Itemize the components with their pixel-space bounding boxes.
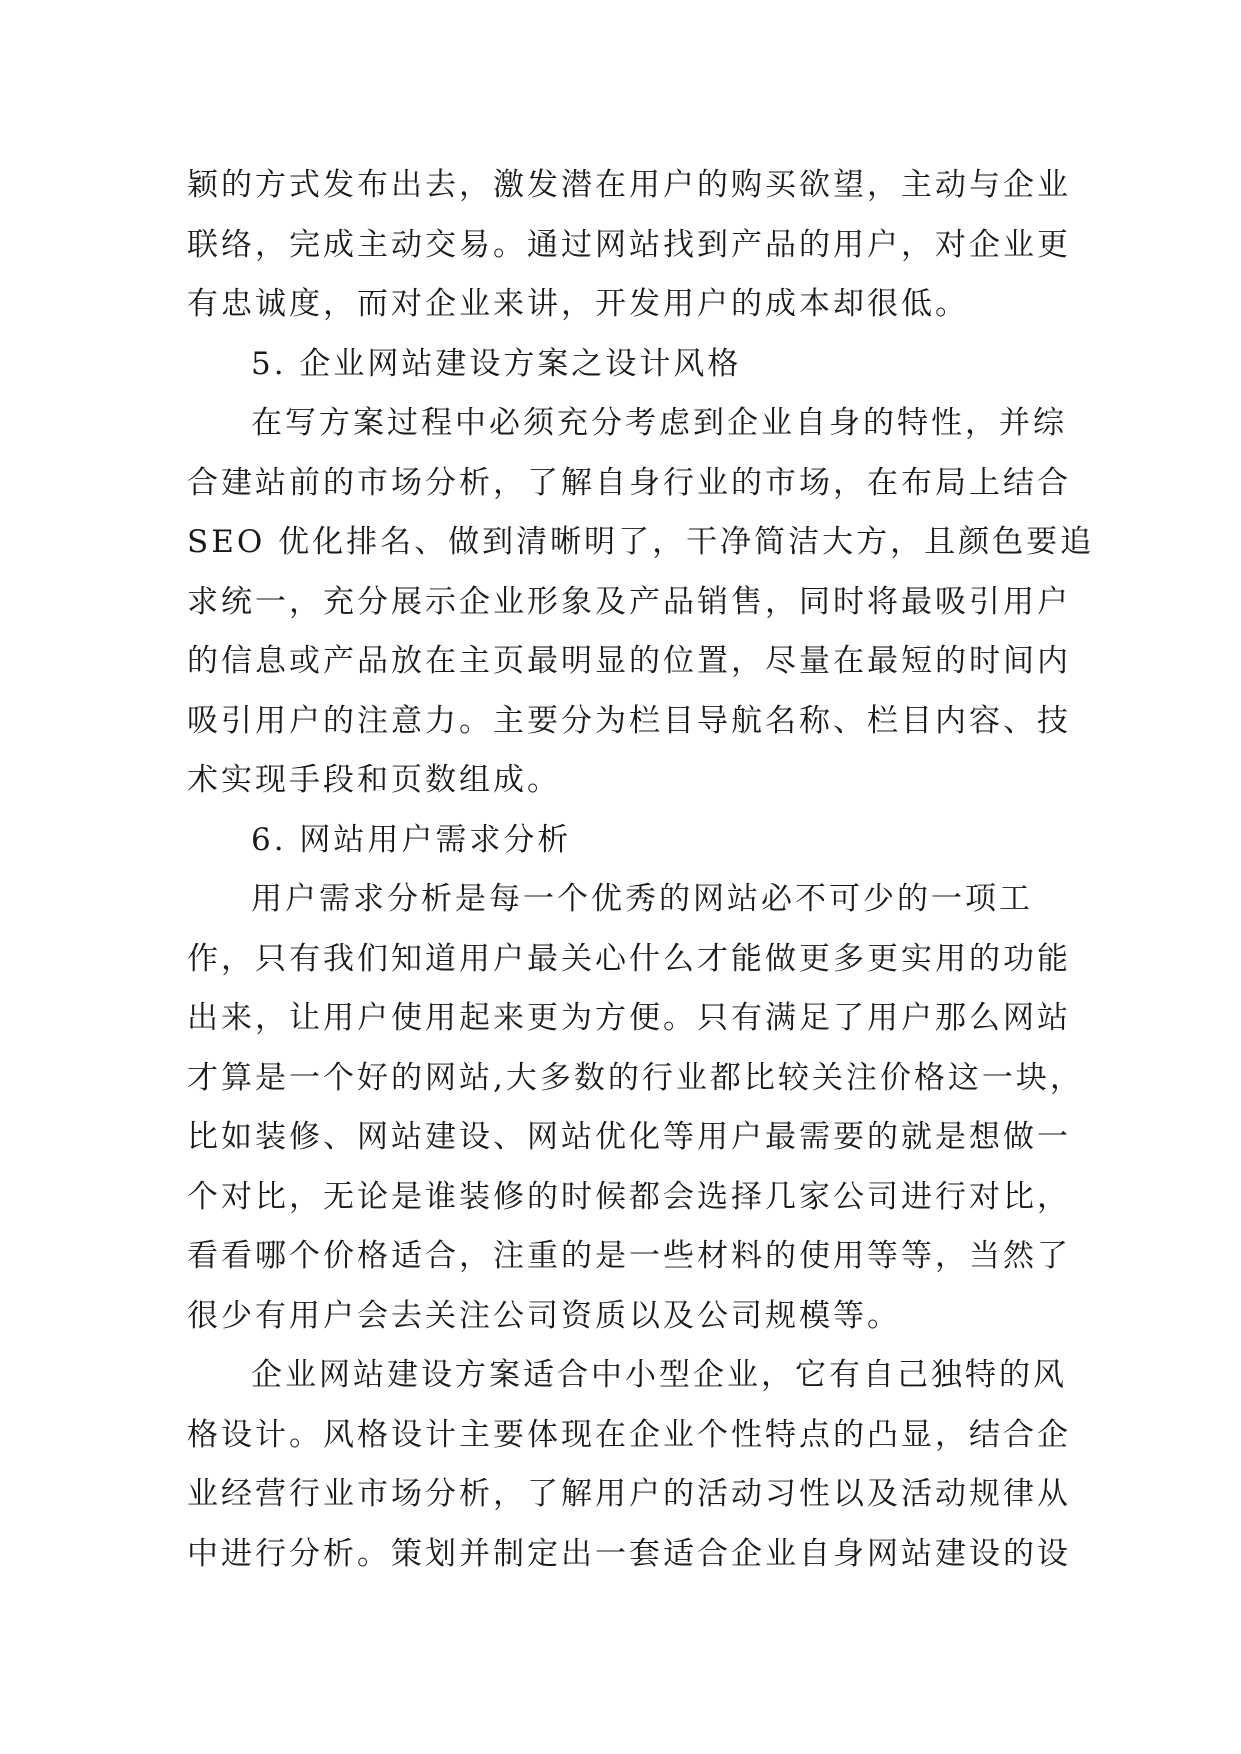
body-text-line: 有忠诚度，而对企业来讲，开发用户的成本却很低。 xyxy=(187,286,969,322)
body-text-line: SEO 优化排名、做到清晰明了，干净简洁大方，且颜色要追 xyxy=(187,524,1095,560)
section-heading: 6. 网站用户需求分析 xyxy=(251,821,572,858)
body-text-line: 出来，让用户使用起来更为方便。只有满足了用户那么网站 xyxy=(187,1000,1071,1036)
body-text-line: 很少有用户会去关注公司资质以及公司规模等。 xyxy=(187,1297,901,1334)
body-text-line: 才算是一个好的网站,大多数的行业都比较关注价格这一块， xyxy=(187,1059,1084,1096)
body-text-line: 合建站前的市场分析，了解自身行业的市场，在布局上结合 xyxy=(187,464,1071,501)
body-text-line: 颖的方式发布出去，激发潜在用户的购买欲望，主动与企业 xyxy=(187,167,1071,203)
body-text-line: 业经营行业市场分析，了解用户的活动习性以及活动规律从 xyxy=(187,1476,1071,1512)
body-text-line: 在写方案过程中必须充分考虑到企业自身的特性，并综 xyxy=(251,405,1067,441)
body-text-line: 联络，完成主动交易。通过网站找到产品的用户，对企业更 xyxy=(187,226,1071,263)
body-text-line: 看看哪个价格适合，注重的是一些材料的使用等等，当然了 xyxy=(187,1238,1071,1274)
body-text-line: 术实现手段和页数组成。 xyxy=(187,762,561,798)
body-text-line: 中进行分析。策划并制定出一套适合企业自身网站建设的设 xyxy=(187,1535,1071,1572)
body-text-line: 格设计。风格设计主要体现在企业个性特点的凸显，结合企 xyxy=(187,1416,1071,1453)
body-text-line: 作，只有我们知道用户最关心什么才能做更多更实用的功能 xyxy=(187,940,1071,977)
body-text-line: 企业网站建设方案适合中小型企业，它有自己独特的风 xyxy=(251,1357,1067,1393)
body-text-line: 求统一，充分展示企业形象及产品销售，同时将最吸引用户 xyxy=(187,583,1071,620)
body-text-line: 比如装修、网站建设、网站优化等用户最需要的就是想做一 xyxy=(187,1119,1071,1155)
document-body xyxy=(187,156,1095,1584)
body-text-line: 个对比，无论是谁装修的时候都会选择几家公司进行对比， xyxy=(187,1178,1071,1215)
body-text-line: 用户需求分析是每一个优秀的网站必不可少的一项工 xyxy=(251,881,1033,917)
body-text-line: 吸引用户的注意力。主要分为栏目导航名称、栏目内容、技 xyxy=(187,702,1071,739)
section-heading: 5. 企业网站建设方案之设计风格 xyxy=(251,345,742,382)
body-text-line: 的信息或产品放在主页最明显的位置，尽量在最短的时间内 xyxy=(187,643,1071,679)
